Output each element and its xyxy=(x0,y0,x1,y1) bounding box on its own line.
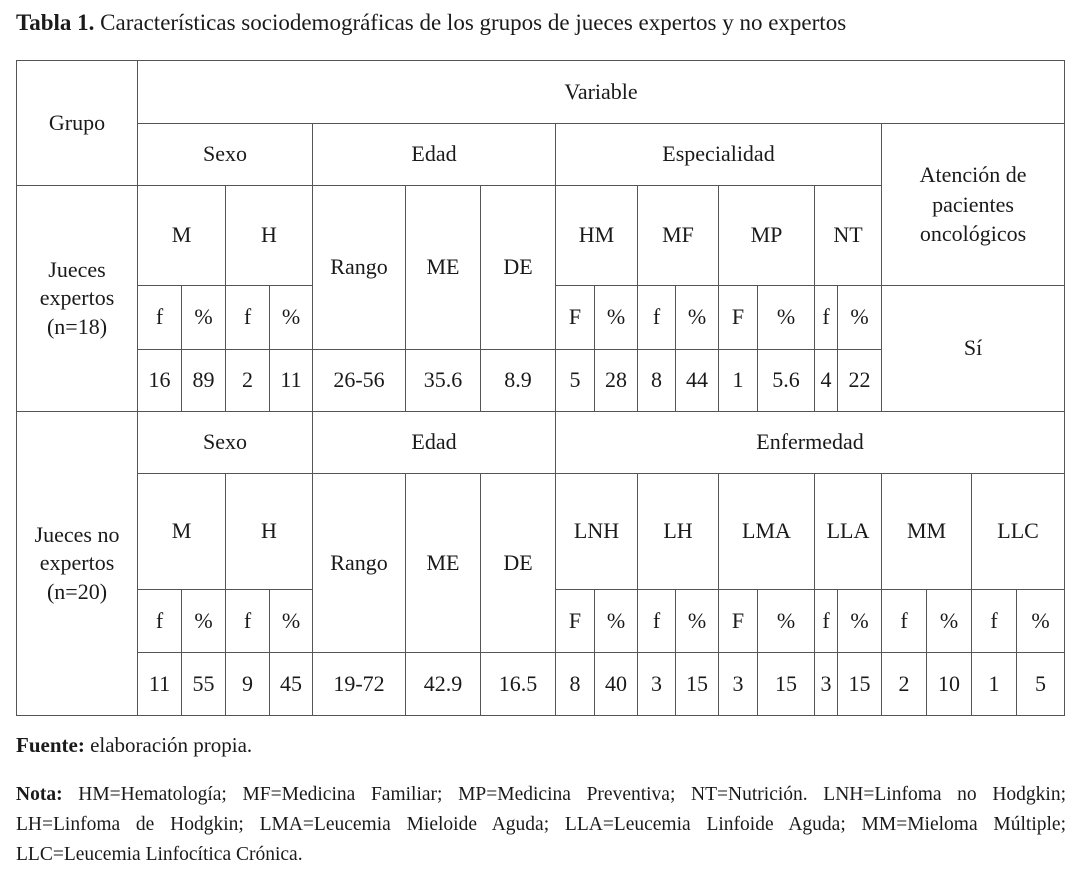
freq-label: f xyxy=(815,590,838,653)
value-cell: 5 xyxy=(556,350,595,412)
value-cell: 10 xyxy=(927,653,972,716)
col-m: M xyxy=(138,186,226,286)
value-cell: 3 xyxy=(719,653,758,716)
value-cell: 2 xyxy=(226,350,270,412)
value-cell: 19-72 xyxy=(313,653,406,716)
freq-label: % xyxy=(270,286,313,350)
freq-label: % xyxy=(927,590,972,653)
section-especialidad: Especialidad xyxy=(556,124,882,186)
value-cell: 40 xyxy=(595,653,638,716)
col-de: DE xyxy=(481,474,556,653)
freq-label: f xyxy=(972,590,1017,653)
freq-label: % xyxy=(182,590,226,653)
col-nt: NT xyxy=(815,186,882,286)
col-me: ME xyxy=(406,186,481,350)
col-m: M xyxy=(138,474,226,590)
group-non-experts xyxy=(17,412,138,716)
value-cell: 16 xyxy=(138,350,182,412)
value-cell: 35.6 xyxy=(406,350,481,412)
atencion-value: Sí xyxy=(882,286,1065,412)
value-cell: 55 xyxy=(182,653,226,716)
value-cell: 16.5 xyxy=(481,653,556,716)
source-label: Fuente: xyxy=(16,733,85,757)
section-edad: Edad xyxy=(313,124,556,186)
section-sexo: Sexo xyxy=(138,124,313,186)
caption-text: Características sociodemográficas de los grupos de jueces expertos y no expertos xyxy=(100,10,847,35)
freq-label: f xyxy=(815,286,838,350)
freq-label: % xyxy=(758,286,815,350)
value-cell: 3 xyxy=(638,653,676,716)
freq-label: f xyxy=(882,590,927,653)
source-line xyxy=(16,733,252,758)
freq-label: % xyxy=(676,590,719,653)
col-lh: LH xyxy=(638,474,719,590)
col-rango: Rango xyxy=(313,474,406,653)
value-cell: 8.9 xyxy=(481,350,556,412)
freq-label: F xyxy=(556,590,595,653)
caption-label: Tabla 1. xyxy=(16,10,95,35)
section-sexo: Sexo xyxy=(138,412,313,474)
section-enfermedad: Enfermedad xyxy=(556,412,1065,474)
value-cell: 15 xyxy=(758,653,815,716)
freq-label: % xyxy=(838,590,882,653)
value-cell: 42.9 xyxy=(406,653,481,716)
freq-label: f xyxy=(638,590,676,653)
freq-label: % xyxy=(838,286,882,350)
section-atencion xyxy=(882,124,1065,286)
value-cell: 89 xyxy=(182,350,226,412)
note-label: Nota: xyxy=(16,784,63,805)
col-lma: LMA xyxy=(719,474,815,590)
value-cell: 5.6 xyxy=(758,350,815,412)
group-label-line: Jueces xyxy=(48,256,106,282)
value-cell: 4 xyxy=(815,350,838,412)
header-grupo: Grupo xyxy=(17,61,138,186)
value-cell: 2 xyxy=(882,653,927,716)
section-edad: Edad xyxy=(313,412,556,474)
freq-label: f xyxy=(638,286,676,350)
freq-label: % xyxy=(270,590,313,653)
col-lnh: LNH xyxy=(556,474,638,590)
freq-label: F xyxy=(556,286,595,350)
freq-label: f xyxy=(226,590,270,653)
value-cell: 45 xyxy=(270,653,313,716)
freq-label: % xyxy=(758,590,815,653)
group-label-line: Jueces no xyxy=(34,521,120,547)
col-de: DE xyxy=(481,186,556,350)
col-llc: LLC xyxy=(972,474,1065,590)
col-mp: MP xyxy=(719,186,815,286)
freq-label: % xyxy=(595,286,638,350)
note-text: HM=Hematología; MF=Medicina Familiar; MP=Medicina Preventiva; NT=Nutrición. LNH=Linfoma no Hodgkin; LH=Linfoma de Hodgkin; LMA=Leucemia Mieloide Aguda; LLA=Leucemia Linfoide Aguda; MM=Mieloma Múltiple; LLC=Leucemia Linfocítica Crónica. xyxy=(16,784,1067,865)
freq-label: % xyxy=(595,590,638,653)
col-hm: HM xyxy=(556,186,638,286)
col-me: ME xyxy=(406,474,481,653)
freq-label: f xyxy=(138,286,182,350)
value-cell: 22 xyxy=(838,350,882,412)
freq-label: % xyxy=(1017,590,1065,653)
note-paragraph xyxy=(16,780,1066,870)
value-cell: 5 xyxy=(1017,653,1065,716)
group-label-line: expertos xyxy=(39,285,115,311)
group-label-line: expertos xyxy=(39,550,115,576)
header-variable: Variable xyxy=(138,61,1065,124)
value-cell: 8 xyxy=(556,653,595,716)
col-lla: LLA xyxy=(815,474,882,590)
sociodemographic-table xyxy=(16,60,1065,716)
value-cell: 15 xyxy=(838,653,882,716)
atencion-label: Atención de pacientes oncológicos xyxy=(919,161,1027,247)
freq-label: F xyxy=(719,286,758,350)
value-cell: 11 xyxy=(270,350,313,412)
value-cell: 1 xyxy=(719,350,758,412)
value-cell: 26-56 xyxy=(313,350,406,412)
col-h: H xyxy=(226,186,313,286)
value-cell: 44 xyxy=(676,350,719,412)
source-text: elaboración propia. xyxy=(90,733,253,757)
value-cell: 8 xyxy=(638,350,676,412)
col-mf: MF xyxy=(638,186,719,286)
freq-label: f xyxy=(138,590,182,653)
freq-label: % xyxy=(676,286,719,350)
group-experts xyxy=(17,186,138,412)
col-h: H xyxy=(226,474,313,590)
value-cell: 3 xyxy=(815,653,838,716)
group-label-line: (n=20) xyxy=(46,578,108,604)
value-cell: 28 xyxy=(595,350,638,412)
value-cell: 9 xyxy=(226,653,270,716)
group-label-line: (n=18) xyxy=(46,313,108,339)
value-cell: 11 xyxy=(138,653,182,716)
freq-label: f xyxy=(226,286,270,350)
freq-label: % xyxy=(182,286,226,350)
value-cell: 15 xyxy=(676,653,719,716)
value-cell: 1 xyxy=(972,653,1017,716)
col-mm: MM xyxy=(882,474,972,590)
freq-label: F xyxy=(719,590,758,653)
col-rango: Rango xyxy=(313,186,406,350)
table-caption xyxy=(16,10,846,36)
